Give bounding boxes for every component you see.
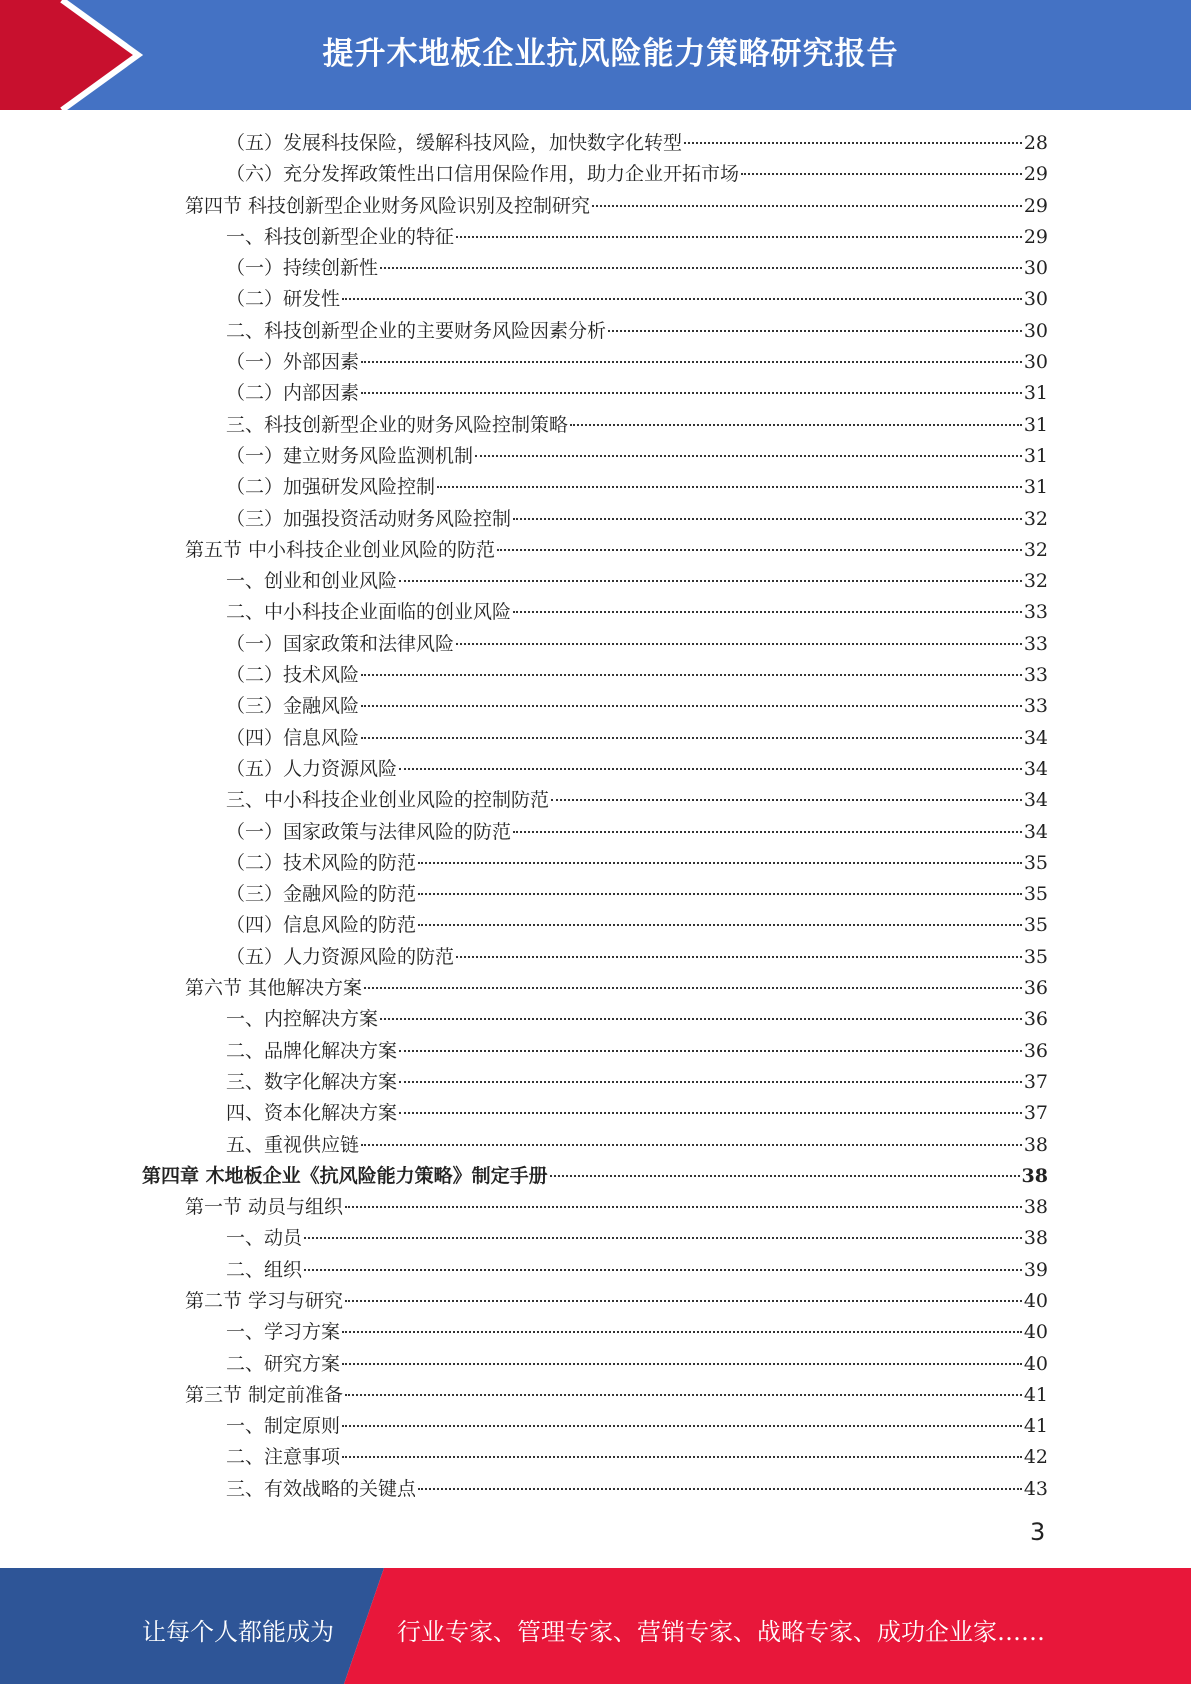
toc-entry[interactable] — [0, 1411, 1048, 1442]
toc-entry[interactable] — [0, 660, 1048, 691]
toc-entry[interactable] — [0, 1161, 1048, 1192]
toc-entry[interactable] — [0, 566, 1048, 597]
report-title: 提升木地板企业抗风险能力策略研究报告 — [322, 36, 899, 72]
toc-leader-dots — [418, 893, 1022, 895]
toc-entry[interactable] — [0, 910, 1048, 941]
toc-entry-title: 一、学习方案 — [226, 1321, 341, 1344]
toc-entry[interactable] — [0, 879, 1048, 910]
toc-entry-title: （一）外部因素 — [226, 351, 360, 374]
toc-entry[interactable] — [0, 1380, 1048, 1411]
toc-entry-page: 40 — [1023, 1321, 1048, 1344]
toc-leader-dots — [361, 392, 1022, 394]
toc-entry-title: 二、中小科技企业面临的创业风险 — [226, 601, 512, 624]
toc-leader-dots — [684, 142, 1022, 144]
toc-entry[interactable] — [0, 504, 1048, 535]
toc-entry[interactable] — [0, 942, 1048, 973]
toc-entry-title: 二、注意事项 — [226, 1446, 341, 1469]
toc-entry-page: 38 — [1023, 1196, 1048, 1219]
toc-entry[interactable] — [0, 1474, 1048, 1505]
toc-entry[interactable] — [0, 1223, 1048, 1254]
toc-entry-title: （三）金融风险的防范 — [226, 883, 417, 906]
toc-entry[interactable] — [0, 284, 1048, 315]
toc-leader-dots — [361, 705, 1022, 707]
toc-entry-title: 三、有效战略的关键点 — [226, 1477, 417, 1500]
toc-leader-dots — [513, 518, 1022, 520]
toc-entry-page: 31 — [1023, 476, 1048, 499]
toc-entry-page: 31 — [1023, 444, 1048, 467]
toc-entry-page: 34 — [1023, 789, 1048, 812]
toc-entry-page: 32 — [1023, 507, 1048, 530]
toc-entry-page: 30 — [1023, 288, 1048, 311]
toc-entry-page: 36 — [1023, 1039, 1048, 1062]
toc-entry-page: 34 — [1023, 820, 1048, 843]
toc-entry-title: （一）国家政策和法律风险 — [226, 632, 455, 655]
toc-entry-title: （二）研发性 — [226, 288, 341, 311]
toc-entry[interactable] — [0, 723, 1048, 754]
toc-entry[interactable] — [0, 973, 1048, 1004]
toc-entry[interactable] — [0, 1004, 1048, 1035]
toc-entry-title: （三）加强投资活动财务风险控制 — [226, 507, 512, 530]
toc-entry-page: 30 — [1023, 257, 1048, 280]
toc-entry-title: （二）加强研发风险控制 — [226, 476, 436, 499]
toc-leader-dots — [513, 831, 1022, 833]
toc-entry-page: 42 — [1023, 1446, 1048, 1469]
toc-entry-page: 41 — [1023, 1415, 1048, 1438]
toc-entry[interactable] — [0, 191, 1048, 222]
toc-leader-dots — [342, 1331, 1022, 1333]
toc-entry-title: 四、资本化解决方案 — [226, 1102, 398, 1125]
toc-entry-page: 38 — [1023, 1133, 1048, 1156]
toc-entry-title: 二、科技创新型企业的主要财务风险因素分析 — [226, 319, 607, 342]
toc-entry-title: （二）技术风险 — [226, 664, 360, 687]
footer-slogan-left: 让每个人都能成为 — [142, 1618, 334, 1646]
toc-entry-page: 37 — [1023, 1102, 1048, 1125]
toc-entry-title: 第二节 学习与研究 — [185, 1289, 344, 1312]
toc-entry[interactable] — [0, 410, 1048, 441]
toc-leader-dots — [364, 987, 1022, 989]
toc-leader-dots — [380, 267, 1022, 269]
toc-leader-dots — [456, 956, 1022, 958]
toc-entry-page: 32 — [1023, 570, 1048, 593]
footer-slogan-right: 行业专家、管理专家、营销专家、战略专家、成功企业家…… — [397, 1618, 1045, 1646]
toc-entry-page: 31 — [1023, 382, 1048, 405]
toc-entry-title: （二）内部因素 — [226, 382, 360, 405]
toc-leader-dots — [418, 924, 1022, 926]
toc-entry[interactable] — [0, 1067, 1048, 1098]
toc-entry-title: （五）发展科技保险，缓解科技风险，加快数字化转型 — [226, 132, 683, 154]
toc-entry-title: 二、组织 — [226, 1258, 303, 1281]
toc-leader-dots — [361, 737, 1022, 739]
toc-entry[interactable] — [0, 159, 1048, 190]
page-header — [0, 0, 1191, 110]
toc-entry[interactable] — [0, 253, 1048, 284]
toc-entry-title: 一、内控解决方案 — [226, 1008, 379, 1031]
toc-entry-title: 二、研究方案 — [226, 1352, 341, 1375]
toc-entry-title: 第六节 其他解决方案 — [185, 977, 363, 1000]
toc-entry-page: 29 — [1023, 194, 1048, 217]
toc-entry-page: 31 — [1023, 413, 1048, 436]
toc-entry-title: （五）人力资源风险 — [226, 757, 398, 780]
toc-leader-dots — [399, 1081, 1022, 1083]
toc-leader-dots — [513, 611, 1022, 613]
toc-entry-page: 36 — [1023, 1008, 1048, 1031]
toc-leader-dots — [497, 549, 1022, 551]
toc-entry-title: （四）信息风险 — [226, 726, 360, 749]
toc-entry-title: 一、制定原则 — [226, 1415, 341, 1438]
toc-leader-dots — [342, 1425, 1022, 1427]
toc-entry-title: 第四节 科技创新型企业财务风险识别及控制研究 — [185, 194, 591, 217]
toc-entry-page: 39 — [1023, 1258, 1048, 1281]
toc-entry-page: 33 — [1023, 632, 1048, 655]
toc-leader-dots — [304, 1269, 1022, 1271]
toc-entry-title: 第五节 中小科技企业创业风险的防范 — [185, 538, 496, 561]
toc-entry[interactable] — [0, 128, 1048, 159]
toc-entry-page: 33 — [1023, 601, 1048, 624]
toc-entry-title: 第一节 动员与组织 — [185, 1196, 344, 1219]
toc-entry-page: 38 — [1023, 1227, 1048, 1250]
toc-entry-page: 33 — [1023, 695, 1048, 718]
toc-entry-page: 37 — [1023, 1070, 1048, 1093]
toc-leader-dots — [418, 862, 1022, 864]
toc-entry-page: 36 — [1023, 977, 1048, 1000]
page-number: 3 — [1030, 1518, 1046, 1546]
toc-entry-page: 35 — [1023, 851, 1048, 874]
toc-entry[interactable] — [0, 1130, 1048, 1161]
toc-leader-dots — [345, 1394, 1022, 1396]
toc-leader-dots — [551, 799, 1022, 801]
toc-entry[interactable] — [0, 378, 1048, 409]
toc-leader-dots — [437, 486, 1022, 488]
page-footer — [0, 1568, 1191, 1684]
toc-leader-dots — [456, 236, 1022, 238]
toc-entry[interactable] — [0, 535, 1048, 566]
toc-entry-title: （四）信息风险的防范 — [226, 914, 417, 937]
toc-leader-dots — [418, 1488, 1022, 1490]
toc-entry-title: （六）充分发挥政策性出口信用保险作用，助力企业开拓市场 — [226, 163, 740, 186]
toc-entry[interactable] — [0, 316, 1048, 347]
toc-entry-page: 33 — [1023, 664, 1048, 687]
toc-entry[interactable] — [0, 1286, 1048, 1317]
toc-leader-dots — [570, 424, 1022, 426]
toc-entry-title: 三、科技创新型企业的财务风险控制策略 — [226, 413, 569, 436]
toc-leader-dots — [399, 580, 1022, 582]
toc-entry[interactable] — [0, 347, 1048, 378]
toc-entry[interactable] — [0, 597, 1048, 628]
toc-entry-page: 34 — [1023, 757, 1048, 780]
toc-entry[interactable] — [0, 441, 1048, 472]
toc-leader-dots — [550, 1175, 1020, 1177]
toc-entry-title: （一）建立财务风险监测机制 — [226, 444, 474, 467]
toc-entry-title: （五）人力资源风险的防范 — [226, 945, 455, 968]
toc-entry[interactable] — [0, 1442, 1048, 1473]
toc-entry-page: 30 — [1023, 351, 1048, 374]
toc-leader-dots — [592, 205, 1022, 207]
toc-entry-title: 二、品牌化解决方案 — [226, 1039, 398, 1062]
toc-entry-title: （一）持续创新性 — [226, 257, 379, 280]
toc-entry[interactable] — [0, 1036, 1048, 1067]
toc-entry-title: 一、科技创新型企业的特征 — [226, 225, 455, 248]
toc-entry-title: 第四章 木地板企业《抗风险能力策略》制定手册 — [142, 1164, 548, 1187]
toc-leader-dots — [399, 1112, 1022, 1114]
toc-entry[interactable] — [0, 1349, 1048, 1380]
toc-entry-title: （一）国家政策与法律风险的防范 — [226, 820, 512, 843]
toc-entry-page: 29 — [1023, 163, 1048, 186]
toc-entry[interactable] — [0, 472, 1048, 503]
toc-leader-dots — [361, 1144, 1022, 1146]
toc-entry[interactable] — [0, 785, 1048, 816]
toc-entry-page: 29 — [1023, 225, 1048, 248]
toc-entry-page: 40 — [1023, 1352, 1048, 1375]
table-of-contents — [0, 128, 1191, 1505]
toc-leader-dots — [361, 674, 1022, 676]
toc-entry-page: 35 — [1023, 914, 1048, 937]
toc-leader-dots — [342, 298, 1022, 300]
toc-entry[interactable] — [0, 691, 1048, 722]
toc-entry-title: 一、动员 — [226, 1227, 303, 1250]
toc-entry-page: 30 — [1023, 319, 1048, 342]
toc-entry-page: 35 — [1023, 945, 1048, 968]
toc-entry[interactable] — [0, 1317, 1048, 1348]
toc-entry-page: 41 — [1023, 1383, 1048, 1406]
toc-leader-dots — [304, 1237, 1022, 1239]
toc-leader-dots — [456, 643, 1022, 645]
toc-leader-dots — [399, 1050, 1022, 1052]
toc-leader-dots — [741, 173, 1022, 175]
toc-entry[interactable] — [0, 1098, 1048, 1129]
toc-entry-page: 43 — [1023, 1477, 1048, 1500]
toc-entry-page: 38 — [1021, 1164, 1048, 1187]
toc-leader-dots — [380, 1018, 1022, 1020]
toc-entry-title: 三、数字化解决方案 — [226, 1070, 398, 1093]
toc-leader-dots — [361, 361, 1022, 363]
toc-entry[interactable] — [0, 848, 1048, 879]
toc-entry[interactable] — [0, 629, 1048, 660]
toc-entry-title: 五、重视供应链 — [226, 1133, 360, 1156]
toc-leader-dots — [475, 455, 1022, 457]
toc-entry-page: 35 — [1023, 883, 1048, 906]
toc-leader-dots — [342, 1456, 1022, 1458]
toc-entry[interactable] — [0, 1192, 1048, 1223]
toc-entry[interactable] — [0, 817, 1048, 848]
toc-entry-page: 40 — [1023, 1289, 1048, 1312]
toc-entry-page: 32 — [1023, 538, 1048, 561]
toc-entry-title: 第三节 制定前准备 — [185, 1383, 344, 1406]
toc-leader-dots — [345, 1300, 1022, 1302]
toc-entry-title: （三）金融风险 — [226, 695, 360, 718]
toc-entry-page: 28 — [1023, 132, 1048, 154]
toc-leader-dots — [342, 1363, 1022, 1365]
toc-entry[interactable] — [0, 222, 1048, 253]
toc-leader-dots — [345, 1206, 1022, 1208]
toc-entry-title: （二）技术风险的防范 — [226, 851, 417, 874]
toc-entry[interactable] — [0, 1255, 1048, 1286]
toc-leader-dots — [608, 330, 1022, 332]
toc-entry-page: 34 — [1023, 726, 1048, 749]
toc-leader-dots — [399, 768, 1022, 770]
toc-entry-title: 一、创业和创业风险 — [226, 570, 398, 593]
toc-entry[interactable] — [0, 754, 1048, 785]
toc-entry-title: 三、中小科技企业创业风险的控制防范 — [226, 789, 550, 812]
